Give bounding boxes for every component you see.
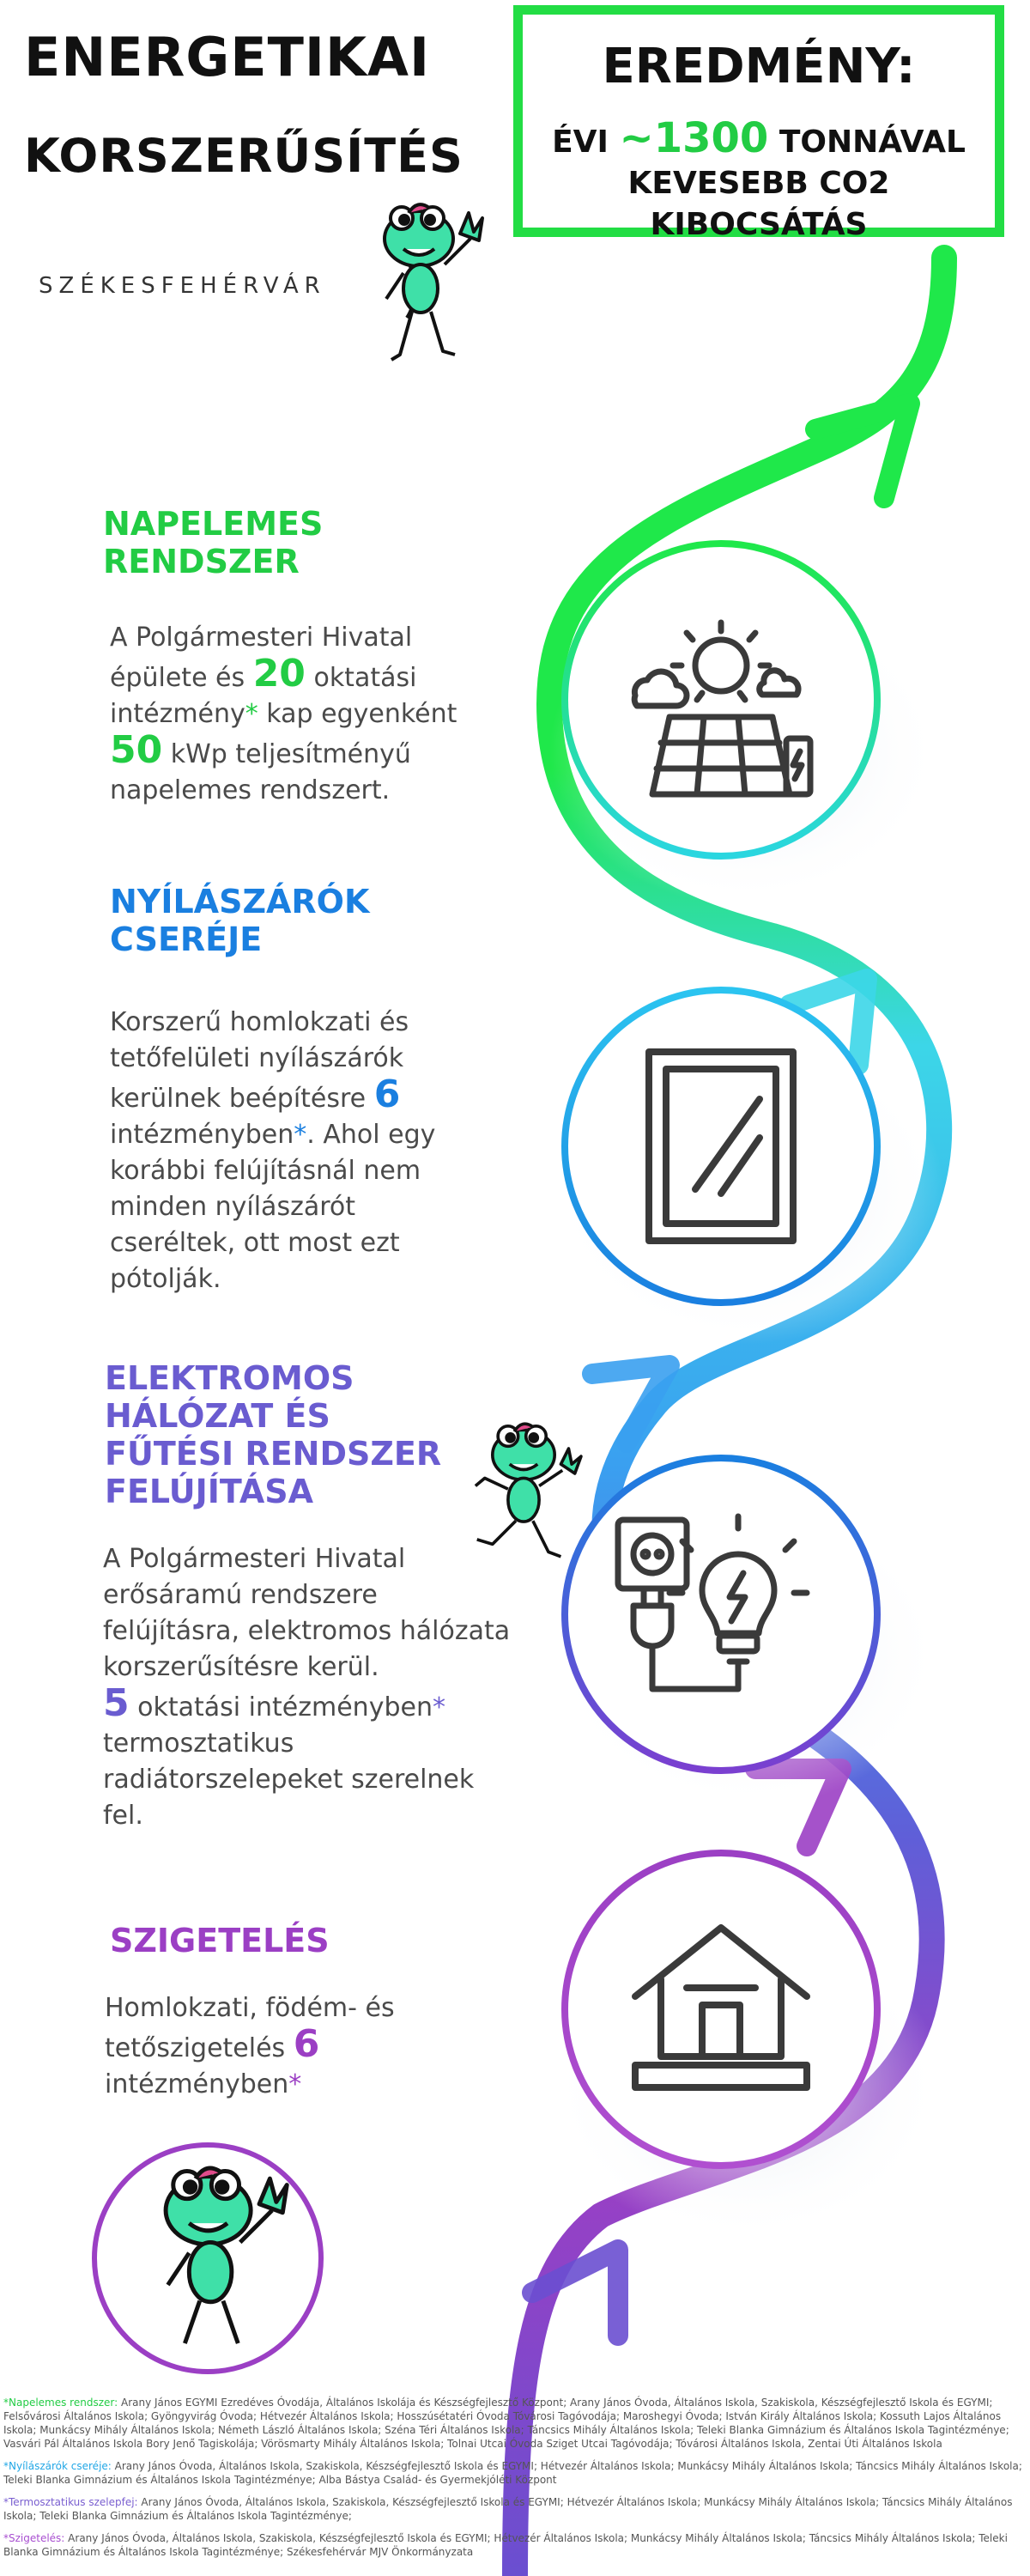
- insulation-section-text: [105, 1990, 500, 2103]
- solar-panel-sun-icon: [618, 614, 824, 820]
- electric-title-line4: FELÚJÍTÁSA: [105, 1473, 314, 1510]
- footnote-star: *: [294, 1120, 307, 1150]
- result-box: [513, 5, 1004, 242]
- insulation-text-part: tetőszigetelés: [105, 2033, 294, 2063]
- insulation-text-line: Homlokzati, födém- és: [105, 1993, 395, 2023]
- page-title-line1: ENERGETIKAI: [24, 26, 431, 88]
- frog-mascot-icon: [359, 187, 496, 368]
- result-line1-pre: ÉVI: [552, 125, 620, 160]
- insulation-text-part: intézményben: [105, 2069, 289, 2099]
- electric-text-line: fel.: [103, 1801, 143, 1831]
- footnote-text: Arany János Óvoda, Általános Iskola, Szakiskola, Készségfejlesztő Iskola és EGYMI; Hétvezér Általános Iskola; Munkácsy Mihály Általános Iskola; Táncsics Mihály Általános Iskola; Teleki Blanka Gimnázium és Általános Iskola Tagintézménye; Székesfehérvár MJV Önkormányzata: [3, 2532, 1008, 2558]
- solar-kwp-value: 50: [110, 728, 163, 772]
- electric-count-institutions: 5: [103, 1681, 130, 1725]
- electric-text-part: oktatási intézményben: [129, 1692, 433, 1722]
- footnote-text: Arany János EGYMI Ezredéves Óvodája, Általános Iskolája és Készségfejlesztő Központ; Arany János Óvoda, Általános Iskola, Szakiskola, Készségfejlesztő Iskola és EGYMI; Felsővárosi Általános Iskola; Gyöngyvirág Óvoda; Hétvezér Általános Iskola; Hosszúsétatéri Óvoda Tóvárosi Tagóvodája; Maroshegyi Óvoda; István Király Általános Iskola; Kossuth Lajos Általános Iskola; Munkácsy Mihály Általános Iskola; Németh László Általános Iskola; Széna Téri Általános Iskola; Táncsics Mihály Általános Iskola; Teleki Blanka Gimnázium és Általános Iskola Tagintézménye; Vasvári Pál Általános Iskola Bory Jenő Tagiskolája; Vörösmarty Mihály Általános Iskola; Tolnai Utcai Óvoda Sziget Utcai Tagóvodája; Tóvárosi Általános Iskola, Zentai Úti Általános Iskola: [3, 2397, 1009, 2450]
- windows-title-line1: NYÍLÁSZÁRÓK: [110, 883, 370, 920]
- windows-text-part: kerülnek beépítésre: [110, 1084, 374, 1114]
- electric-text-line: A Polgármesteri Hivatal: [103, 1544, 406, 1574]
- socket-plug-bulb-icon: [609, 1511, 833, 1717]
- result-heading: EREDMÉNY:: [602, 39, 916, 94]
- window-icon: [635, 1043, 807, 1249]
- windows-text-line: Korszerű homlokzati és: [110, 1007, 409, 1037]
- result-line1-post: TONNÁVAL: [768, 125, 966, 160]
- city-name: SZÉKESFEHÉRVÁR: [39, 273, 326, 299]
- electric-text-line: radiátorszelepeket szerelnek: [103, 1765, 475, 1795]
- windows-text-line: cseréltek, ott most ezt: [110, 1228, 400, 1258]
- solar-text-part: kap egyenként: [258, 699, 457, 729]
- frog-mascot-waving-icon: [120, 2147, 318, 2370]
- electric-title-line1: ELEKTROMOS: [105, 1359, 354, 1397]
- solar-text-part: kWp teljesítményű: [162, 739, 411, 769]
- result-line2: KEVESEBB CO2: [627, 166, 890, 201]
- windows-section-title: [110, 883, 369, 958]
- electric-section-text: [103, 1541, 515, 1834]
- electric-title-line2: HÁLÓZAT ÉS: [105, 1397, 330, 1435]
- footnote-thermo: [3, 2495, 1027, 2523]
- page-title-line2: KORSZERŰSÍTÉS: [24, 129, 464, 183]
- windows-text-part: . Ahol egy: [306, 1120, 436, 1150]
- electric-text-line: korszerűsítésre kerül.: [103, 1652, 379, 1682]
- solar-title-line2: RENDSZER: [103, 543, 300, 580]
- solar-text-line: A Polgármesteri Hivatal: [110, 623, 413, 653]
- footnote-star: *: [245, 699, 258, 729]
- footnote-text: Arany János Óvoda, Általános Iskola, Szakiskola, Készségfejlesztő Iskola és EGYMI; Hétvezér Általános Iskola; Munkácsy Mihály Általános Iskola; Táncsics Mihály Általános Iskola; Teleki Blanka Gimnázium és Általános Iskola Tagintézménye; Alba Bástya Család- és Gyermekjóléti Központ: [3, 2460, 1022, 2486]
- result-highlight-value: ~1300: [619, 114, 769, 162]
- windows-count-institutions: 6: [373, 1072, 401, 1116]
- windows-section-text: [110, 1005, 505, 1297]
- footnote-label: *Termosztatikus szelepfej:: [3, 2496, 138, 2508]
- house-icon: [627, 1911, 815, 2099]
- insulation-count-institutions: 6: [293, 2022, 320, 2066]
- solar-section-text: [110, 620, 505, 809]
- footnote-star: *: [288, 2069, 302, 2099]
- insulation-section-title: SZIGETELÉS: [110, 1922, 330, 1959]
- footnote-windows: [3, 2459, 1027, 2487]
- electric-title-line3: FŰTÉSI RENDSZER: [105, 1435, 442, 1473]
- electric-section-title: [105, 1359, 441, 1510]
- footnote-text: Arany János Óvoda, Általános Iskola, Szakiskola, Készségfejlesztő Iskola és EGYMI; Hétvezér Általános Iskola; Munkácsy Mihály Általános Iskola; Táncsics Mihály Általános Iskola; Teleki Blanka Gimnázium és Általános Iskola Tagintézménye;: [3, 2496, 1013, 2522]
- solar-text-line: napelemes rendszert.: [110, 775, 391, 805]
- electric-text-line: felújításra, elektromos hálózata: [103, 1616, 511, 1646]
- footnote-solar: [3, 2396, 1027, 2451]
- windows-text-part: intézményben: [110, 1120, 294, 1150]
- solar-count-institutions: 20: [252, 652, 306, 696]
- footnote-label: *Napelemes rendszer:: [3, 2397, 118, 2409]
- electric-text-line: termosztatikus: [103, 1728, 294, 1759]
- solar-title-line1: NAPELEMES: [103, 505, 324, 543]
- windows-title-line2: CSERÉJE: [110, 920, 263, 958]
- solar-text-part: oktatási: [305, 663, 417, 693]
- windows-text-line: tetőfelületi nyílászárók: [110, 1043, 404, 1073]
- windows-text-line: pótolják.: [110, 1264, 221, 1294]
- footnote-label: *Nyílászárók cseréje:: [3, 2460, 112, 2472]
- result-line3: KIBOCSÁTÁS: [650, 207, 868, 242]
- footnote-star: *: [432, 1692, 445, 1722]
- footnote-label: *Szigetelés:: [3, 2532, 65, 2544]
- windows-text-line: korábbi felújításnál nem: [110, 1156, 421, 1186]
- solar-text-part: intézmény: [110, 699, 245, 729]
- solar-text-part: épülete és: [110, 663, 253, 693]
- windows-text-line: minden nyílászárót: [110, 1192, 355, 1222]
- electric-text-line: erősáramú rendszere: [103, 1580, 378, 1610]
- footnotes: [3, 2396, 1027, 2567]
- footnote-insulation: [3, 2531, 1027, 2559]
- result-text: [531, 114, 986, 246]
- solar-section-title: [103, 505, 323, 580]
